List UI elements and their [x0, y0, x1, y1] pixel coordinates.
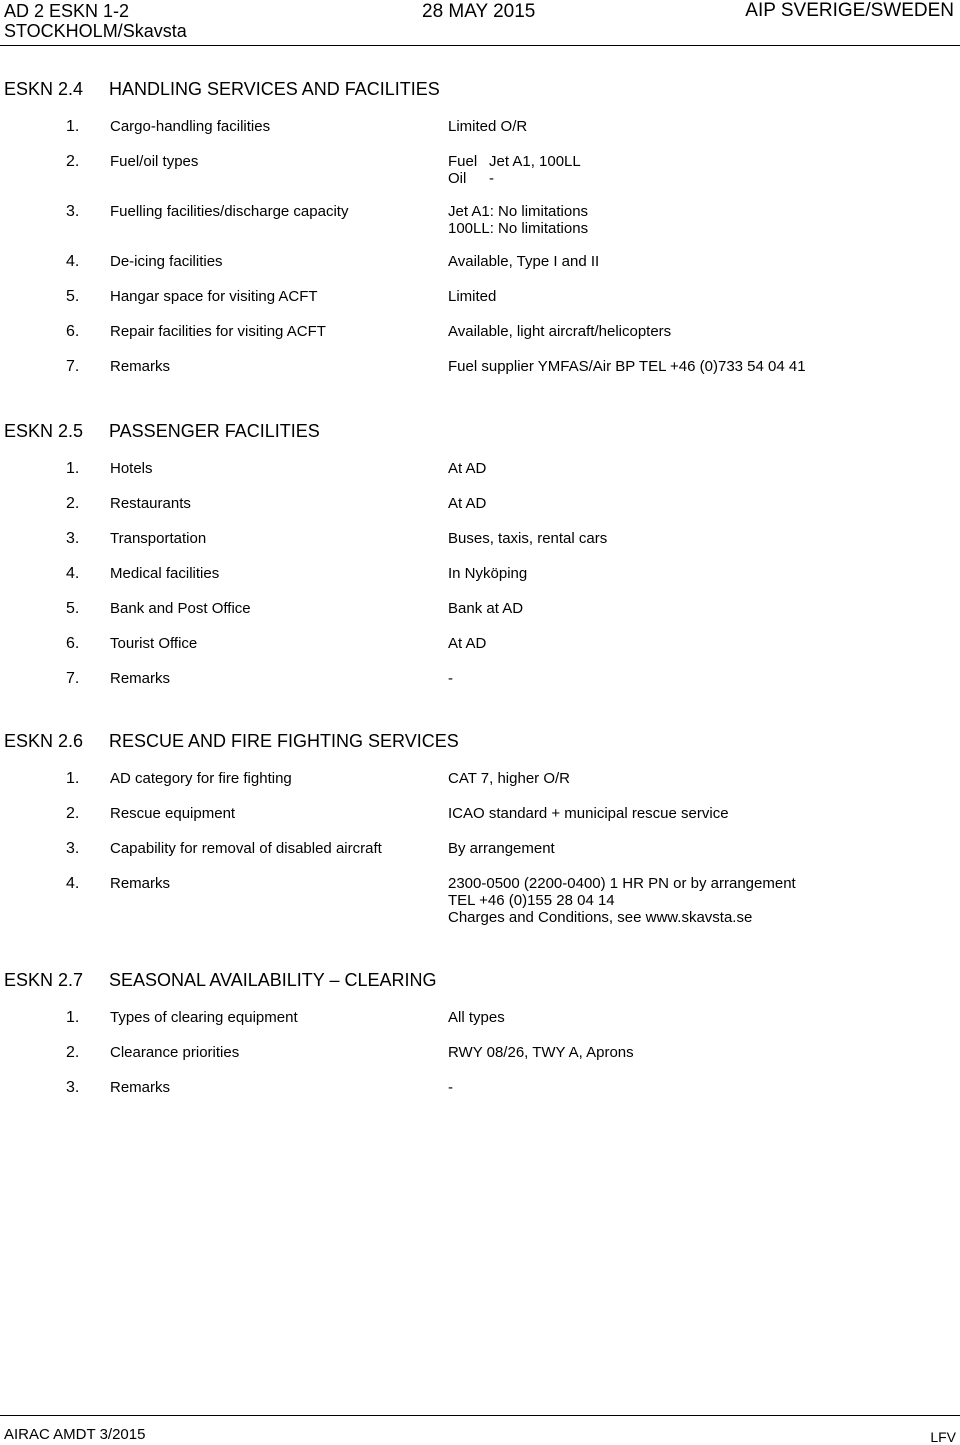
item-number: 5. — [66, 600, 80, 617]
item-label: Fuelling facilities/discharge capacity — [110, 203, 349, 220]
item-number: 3. — [66, 530, 80, 547]
section — [0, 730, 960, 926]
section-heading — [0, 420, 960, 442]
item-value — [448, 635, 486, 652]
item-value — [448, 565, 527, 582]
item-value — [448, 530, 607, 547]
item-value-line: Charges and Conditions, see www.skavsta.se — [448, 909, 753, 926]
amendment-label: AIRAC AMDT 3/2015 — [4, 1426, 146, 1443]
item-number: 1. — [66, 460, 80, 477]
section-code: ESKN 2.4 — [4, 79, 84, 99]
item-label: Remarks — [110, 1079, 171, 1096]
item-label: Types of clearing equipment — [110, 1009, 298, 1026]
section-heading — [0, 78, 960, 100]
section — [0, 420, 960, 687]
aerodrome-name: STOCKHOLM/Skavsta — [4, 21, 187, 41]
item-number: 2. — [66, 153, 80, 170]
item-value-line: All types — [448, 1009, 505, 1026]
item-number: 5. — [66, 288, 80, 305]
item-label: Tourist Office — [110, 635, 198, 652]
item-value-line: 2300-0500 (2200-0400) 1 HR PN or by arrangement — [448, 875, 796, 892]
item-value — [448, 1044, 634, 1061]
item-value — [448, 1009, 505, 1026]
section-code: ESKN 2.6 — [4, 731, 84, 751]
item-value-line: Limited O/R — [448, 118, 528, 135]
fuel-type-value: Jet A1, 100LL — [489, 153, 581, 170]
item-value-line: Limited — [448, 288, 497, 305]
item-label: Repair facilities for visiting ACFT — [110, 323, 326, 340]
item-number: 3. — [66, 1079, 80, 1096]
item-number: 4. — [66, 253, 80, 270]
publisher-title: AIP SVERIGE/SWEDEN — [745, 0, 954, 21]
item-label: Remarks — [110, 358, 171, 375]
item-number: 6. — [66, 635, 80, 652]
item-value — [448, 805, 729, 822]
item-label: Remarks — [110, 875, 171, 892]
section — [0, 78, 960, 375]
item-label: Transportation — [110, 530, 207, 547]
item-value-line: Jet A1: No limitations — [448, 203, 589, 220]
item-value — [448, 1079, 453, 1096]
item-number: 4. — [66, 875, 80, 892]
item-number: 1. — [66, 1009, 80, 1026]
item-value-line: CAT 7, higher O/R — [448, 770, 570, 787]
item-value — [448, 323, 671, 340]
item-value — [448, 840, 555, 857]
item-label: Clearance priorities — [110, 1044, 240, 1061]
item-value-line: TEL +46 (0)155 28 04 14 — [448, 892, 615, 909]
item-number: 7. — [66, 670, 80, 687]
item-value-line: At AD — [448, 495, 487, 512]
publisher-code: LFV — [930, 1429, 956, 1445]
item-value — [448, 600, 523, 617]
section — [0, 969, 960, 1096]
item-number: 4. — [66, 565, 80, 582]
item-number: 3. — [66, 203, 80, 220]
fuel-type-label: Oil — [448, 170, 467, 187]
item-value-line: - — [448, 1079, 453, 1096]
item-value — [448, 875, 796, 926]
section-title: HANDLING SERVICES AND FACILITIES — [109, 79, 440, 99]
page-footer — [0, 1415, 960, 1443]
item-label: Remarks — [110, 670, 171, 687]
section-heading — [0, 730, 960, 752]
item-number: 7. — [66, 358, 80, 375]
section-code: ESKN 2.7 — [4, 970, 84, 990]
item-number: 2. — [66, 495, 80, 512]
item-label: Bank and Post Office — [110, 600, 251, 617]
item-value — [448, 670, 453, 687]
item-value-line: RWY 08/26, TWY A, Aprons — [448, 1044, 634, 1061]
item-value — [448, 203, 588, 237]
doc-ref: AD 2 ESKN 1-2 — [4, 1, 130, 21]
header-rule — [0, 45, 960, 46]
item-value-line: At AD — [448, 635, 487, 652]
section-code: ESKN 2.5 — [4, 421, 84, 441]
item-value — [448, 358, 806, 375]
item-value-line: By arrangement — [448, 840, 555, 857]
item-value — [448, 118, 527, 135]
item-number: 2. — [66, 805, 80, 822]
item-number: 1. — [66, 770, 80, 787]
item-value — [448, 770, 570, 787]
item-label: Medical facilities — [110, 565, 220, 582]
item-value-line: At AD — [448, 460, 487, 477]
item-label: Cargo-handling facilities — [110, 118, 271, 135]
item-value — [448, 253, 599, 270]
item-value — [448, 460, 486, 477]
item-label: AD category for fire fighting — [110, 770, 292, 787]
fuel-oil-table — [448, 153, 581, 187]
item-label: De-icing facilities — [110, 253, 223, 270]
page-header — [0, 0, 960, 48]
item-label: Hotels — [110, 460, 153, 477]
item-number: 3. — [66, 840, 80, 857]
publication-date: 28 MAY 2015 — [422, 1, 536, 22]
item-label: Restaurants — [110, 495, 191, 512]
item-value-line: In Nyköping — [448, 565, 528, 582]
section-title: RESCUE AND FIRE FIGHTING SERVICES — [109, 731, 459, 751]
item-value-line: Buses, taxis, rental cars — [448, 530, 608, 547]
item-value-line: Available, Type I and II — [448, 253, 600, 270]
item-value-line: Available, light aircraft/helicopters — [448, 323, 672, 340]
item-number: 1. — [66, 118, 80, 135]
item-value-line: ICAO standard + municipal rescue service — [448, 805, 729, 822]
fuel-type-value: - — [489, 170, 494, 187]
item-label: Hangar space for visiting ACFT — [110, 288, 318, 305]
item-number: 2. — [66, 1044, 80, 1061]
item-value-line: 100LL: No limitations — [448, 220, 589, 237]
item-value-line: - — [448, 670, 453, 687]
item-label: Fuel/oil types — [110, 153, 199, 170]
section-heading — [0, 969, 960, 991]
item-label: Rescue equipment — [110, 805, 236, 822]
footer-rule — [0, 1415, 960, 1416]
item-value — [448, 495, 486, 512]
item-value — [448, 153, 581, 187]
item-number: 6. — [66, 323, 80, 340]
section-title: PASSENGER FACILITIES — [109, 421, 320, 441]
item-value — [448, 288, 496, 305]
section-title: SEASONAL AVAILABILITY – CLEARING — [109, 970, 437, 990]
fuel-type-label: Fuel — [448, 153, 478, 170]
item-label: Capability for removal of disabled aircraft — [110, 840, 382, 857]
item-value-line: Bank at AD — [448, 600, 524, 617]
item-value-line: Fuel supplier YMFAS/Air BP TEL +46 (0)733 54 04 41 — [448, 358, 806, 375]
